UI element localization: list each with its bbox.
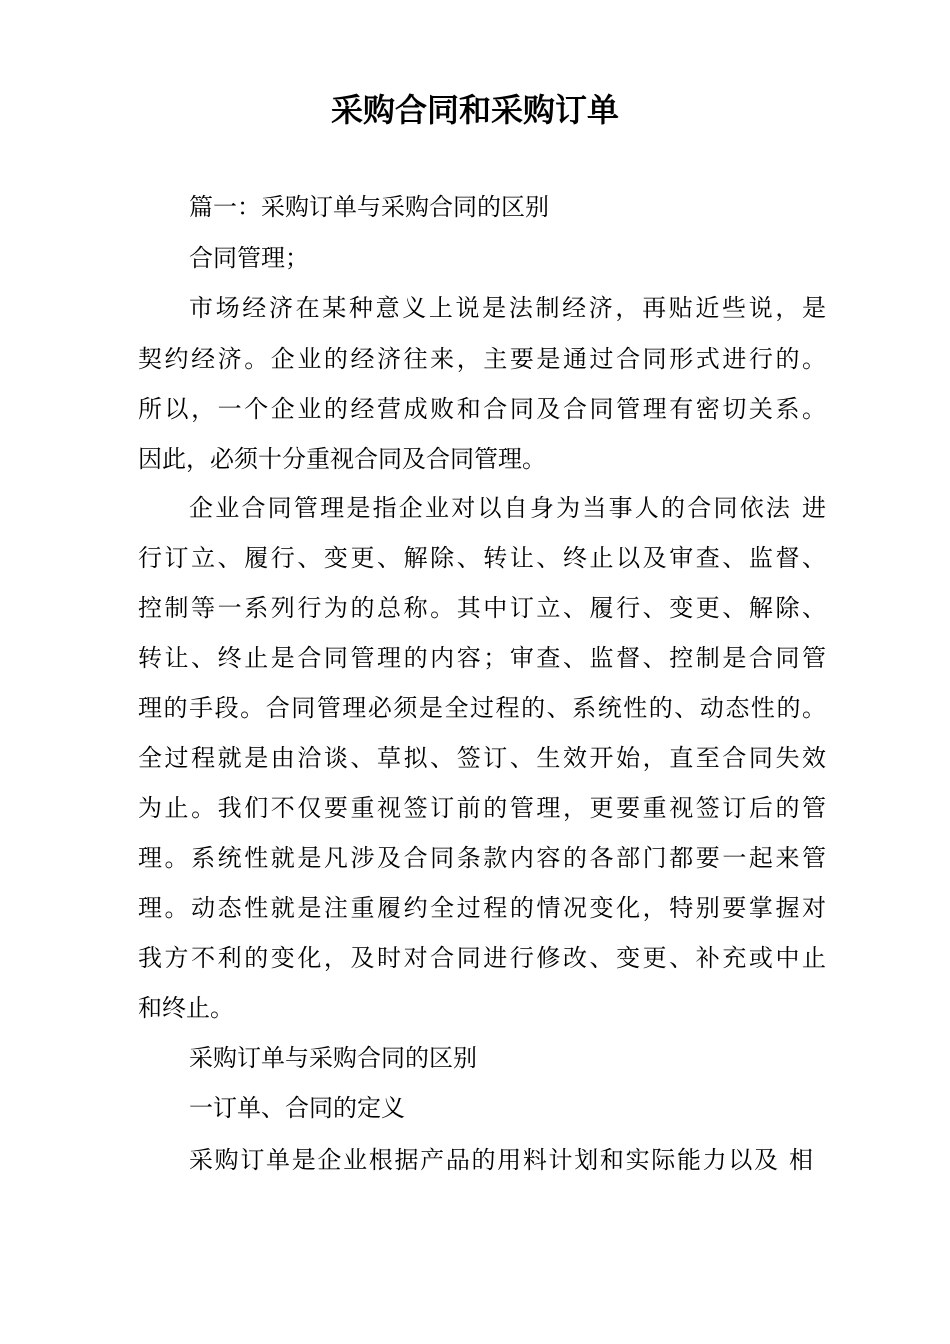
section-heading: 篇一：采购订单与采购合同的区别 bbox=[189, 193, 549, 221]
subheading: 合同管理； bbox=[189, 244, 309, 272]
paragraph-line: 理。动态性就是注重履约全过程的情况变化，特别要掌握对 bbox=[138, 894, 826, 922]
document-title: 采购合同和采购订单 bbox=[330, 91, 619, 129]
paragraph-line: 控制等一系列行为的总称。其中订立、履行、变更、解除、 bbox=[138, 594, 826, 622]
paragraph-line: 企业合同管理是指企业对以自身为当事人的合同依法 进 bbox=[189, 494, 826, 522]
section-heading: 采购订单与采购合同的区别 bbox=[189, 1044, 477, 1072]
paragraph-line: 行订立、履行、变更、解除、转让、终止以及审查、监督、 bbox=[138, 544, 826, 572]
paragraph-line: 转让、终止是合同管理的内容；审查、监督、控制是合同管 bbox=[138, 644, 826, 672]
paragraph-line: 理的手段。合同管理必须是全过程的、系统性的、动态性的。 bbox=[138, 694, 826, 722]
paragraph-line: 采购订单是企业根据产品的用料计划和实际能力以及 相 bbox=[189, 1146, 813, 1174]
paragraph-line: 市场经济在某种意义上说是法制经济，再贴近些说，是 bbox=[189, 294, 826, 322]
paragraph-line: 为止。我们不仅要重视签订前的管理，更要重视签订后的管 bbox=[138, 794, 826, 822]
paragraph-line: 理。系统性就是凡涉及合同条款内容的各部门都要一起来管 bbox=[138, 844, 826, 872]
paragraph-line: 全过程就是由洽谈、草拟、签订、生效开始，直至合同失效 bbox=[138, 744, 826, 772]
paragraph-line: 我方不利的变化，及时对合同进行修改、变更、补充或中止 bbox=[138, 944, 826, 972]
paragraph-line: 因此，必须十分重视合同及合同管理。 bbox=[138, 445, 546, 473]
subheading: 一订单、合同的定义 bbox=[189, 1094, 405, 1122]
paragraph-line: 和终止。 bbox=[138, 994, 234, 1022]
paragraph-line: 所以，一个企业的经营成败和合同及合同管理有密切关系。 bbox=[138, 395, 826, 423]
paragraph-line: 契约经济。企业的经济往来，主要是通过合同形式进行的。 bbox=[138, 345, 826, 373]
